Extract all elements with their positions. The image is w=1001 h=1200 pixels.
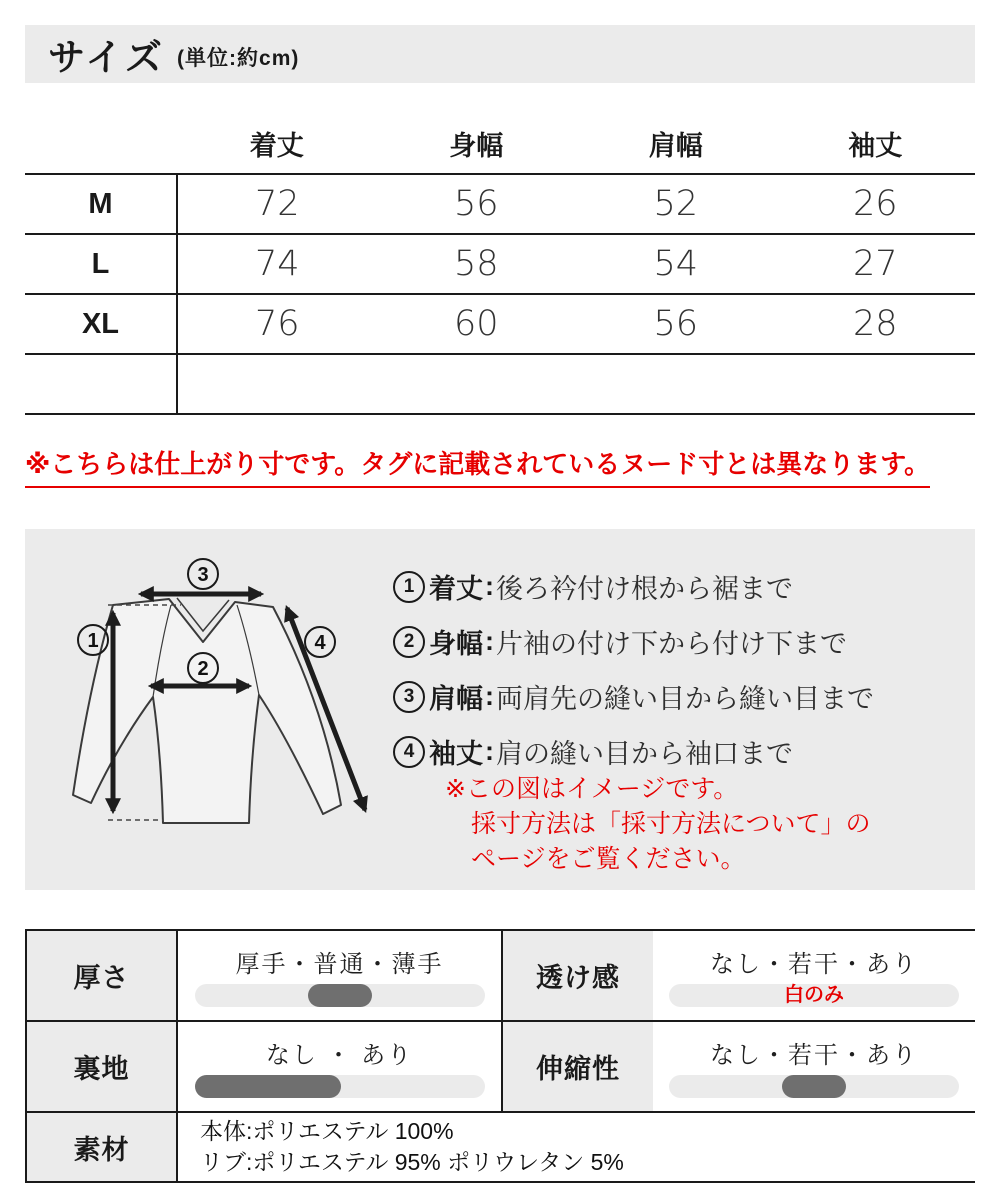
spec-label-thickness: 厚さ [26,930,177,1021]
size-value: 76 [177,294,377,354]
slider-fill [195,1075,341,1098]
thickness-slider [195,984,485,1007]
stretch-options: なし・若干・あり [710,1042,918,1069]
spec-row-thickness-sheerness [26,930,975,1021]
marker-4 [305,627,335,657]
unit-label: (単位:約cm) [177,47,300,70]
spec-row-lining-stretch [26,1021,975,1112]
size-value: 58 [377,234,577,294]
material-line: リブ:ポリエステル 95% ポリウレタン 5% [200,1149,624,1175]
size-value: 56 [576,294,776,354]
table-row-l [25,234,975,294]
size-value: 52 [576,174,776,234]
col-header-shoulder: 肩幅 [648,130,703,161]
marker-3 [188,559,218,589]
size-value: 27 [776,234,976,294]
table-row-xl [25,294,975,354]
col-header-width: 身幅 [449,130,504,161]
slider-knob [782,1075,846,1098]
legend-item-length: 1 着丈 : 後ろ衿付け根から裾まで [393,567,874,606]
spec-cell-stretch [653,1021,975,1112]
spec-label-material: 素材 [26,1112,177,1182]
size-value: 54 [576,234,776,294]
size-value [377,354,577,414]
legend-item-body-width: 2 身幅 : 片袖の付け下から付け下まで [393,622,874,661]
legend-item-shoulder: 3 肩幅 : 両肩先の縫い目から縫い目まで [393,677,874,716]
diagram-note-line: ページをご覧ください。 [471,845,746,873]
spec-label-sheerness: 透け感 [502,930,653,1021]
section-title: サイズ [48,37,166,78]
size-value [576,354,776,414]
spec-row-material [26,1112,975,1182]
measurement-diagram-box [25,529,975,890]
size-section-header [25,25,975,83]
spec-label-stretch: 伸縮性 [502,1021,653,1112]
sheerness-note: 白のみ [784,984,844,1006]
svg-text:2: 2 [197,658,209,680]
size-value: 60 [377,294,577,354]
svg-text:3: 3 [197,564,209,586]
circled-number-icon: 3 [393,681,425,713]
size-value: 56 [377,174,577,234]
diagram-note-line: ※この図はイメージです。 [445,775,739,803]
spec-label-lining: 裏地 [26,1021,177,1112]
size-value: 74 [177,234,377,294]
fabric-spec-table [25,929,975,1183]
spec-cell-material [177,1112,975,1182]
circled-number-icon: 2 [393,626,425,658]
col-header-length: 着丈 [249,130,304,161]
svg-text:1: 1 [87,630,99,652]
size-value: 72 [177,174,377,234]
lining-options: なし ・ あり [265,1042,414,1069]
legend-item-sleeve: 4 袖丈 : 肩の縫い目から袖口まで [393,732,874,771]
measurement-legend [393,567,874,787]
slider-knob [308,984,372,1007]
sheerness-slider [669,984,959,1007]
size-label: XL [25,294,177,354]
sheerness-options: なし・若干・あり [710,951,918,978]
diagram-note-line: 採寸方法は「採寸方法について」の [471,810,871,838]
size-table-header-row [25,113,975,174]
size-table [25,113,975,415]
spec-cell-thickness [177,930,502,1021]
shirt-diagram [31,547,403,877]
spec-cell-lining [177,1021,502,1112]
material-line: 本体:ポリエステル 100% [200,1118,454,1144]
size-table-corner [25,113,177,174]
size-value: 26 [776,174,976,234]
diagram-note [445,772,871,877]
circled-number-icon: 1 [393,571,425,603]
size-label: L [25,234,177,294]
table-row-empty [25,354,975,414]
thickness-options: 厚手・普通・薄手 [235,951,444,978]
finished-size-notice-text: ※こちらは仕上がり寸です。タグに記載されているヌード寸とは異なります。 [25,444,930,488]
table-row-m [25,174,975,234]
finished-size-notice [25,444,975,488]
circled-number-icon: 4 [393,736,425,768]
stretch-slider [669,1075,959,1098]
spec-cell-sheerness [653,930,975,1021]
size-value [776,354,976,414]
size-label [25,354,177,414]
lining-slider [195,1075,485,1098]
svg-text:4: 4 [314,632,326,654]
col-header-sleeve: 袖丈 [848,130,903,161]
size-value: 28 [776,294,976,354]
size-value [177,354,377,414]
size-label: M [25,174,177,234]
